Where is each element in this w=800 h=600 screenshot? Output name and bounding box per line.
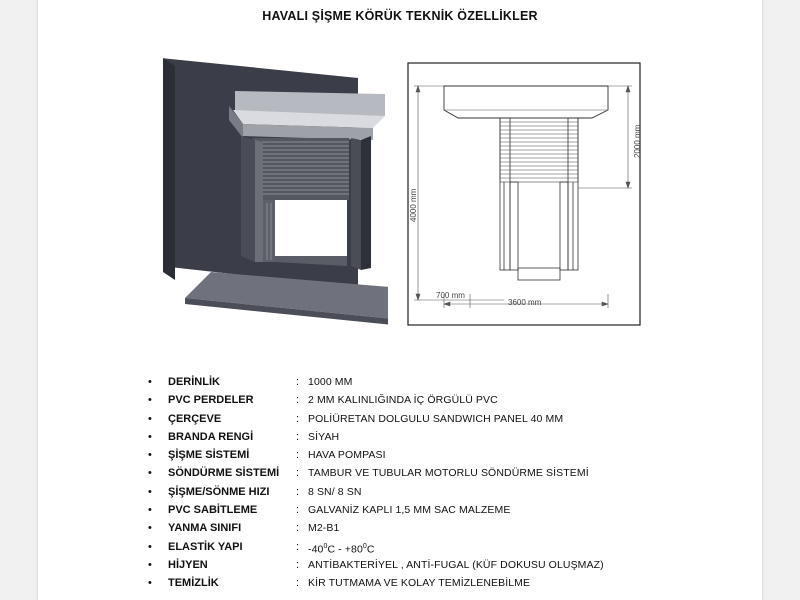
spec-value: GALVANİZ KAPLI 1,5 MM SAC MALZEME <box>308 504 511 517</box>
bullet: • <box>148 522 152 535</box>
spec-value: HAVA POMPASI <box>308 449 386 462</box>
temp-range: C - +80 <box>327 543 363 556</box>
spec-row-sisme-sonme-hizi <box>148 483 708 501</box>
dim-width-total: 3600 mm <box>508 298 542 307</box>
bullet: • <box>148 558 152 571</box>
dim-width-side: 700 mm <box>436 291 465 300</box>
dock-shelter-3d-render <box>163 58 388 326</box>
separator: : <box>296 376 300 388</box>
dim-height-top: 2000 mm <box>633 124 642 158</box>
separator: : <box>296 485 300 498</box>
document-title: HAVALI ŞİŞME KÖRÜK TEKNİK ÖZELLİKLER <box>262 9 538 23</box>
spec-label: YANMA SINIFI <box>168 522 242 535</box>
temp-min: -40 <box>308 543 324 556</box>
spec-row-hijyen <box>148 556 708 574</box>
spec-label: ŞİŞME/SÖNME HIZI <box>168 485 270 498</box>
temp-unit: C <box>366 543 375 556</box>
spec-value: 2 MM KALINLIĞINDA İÇ ÖRGÜLÜ PVC <box>308 394 498 407</box>
spec-value: M2-B1 <box>308 522 340 535</box>
bullet: • <box>148 412 152 425</box>
spec-label: TEMİZLİK <box>168 577 219 590</box>
spec-row-sisme-sistemi <box>148 446 708 464</box>
document-page <box>38 0 762 600</box>
separator: : <box>296 522 300 535</box>
spec-row-elastik-yapi <box>148 538 708 556</box>
spec-value: TAMBUR VE TUBULAR MOTORLU SÖNDÜRME SİSTEMİ <box>308 467 589 480</box>
bullet: • <box>148 394 152 407</box>
bullet: • <box>148 577 152 590</box>
separator: : <box>296 467 300 480</box>
spec-label: ELASTİK YAPI <box>168 540 243 553</box>
spec-row-temizlik <box>148 574 708 592</box>
bullet: • <box>148 540 152 553</box>
degree-sup: 0 <box>323 542 328 550</box>
spec-label: ÇERÇEVE <box>168 412 222 425</box>
spec-label: PVC PERDELER <box>168 394 254 407</box>
separator: : <box>296 394 300 407</box>
spec-row-yanma-sinifi <box>148 519 708 537</box>
separator: : <box>296 540 300 553</box>
spec-row-derinlik <box>148 373 708 391</box>
spec-row-branda-rengi <box>148 428 708 446</box>
spec-value: KİR TUTMAMA VE KOLAY TEMİZLENEBİLME <box>308 577 531 590</box>
spec-value: 8 SN/ 8 SN <box>308 485 362 498</box>
spec-label: ŞİŞME SİSTEMİ <box>168 449 250 462</box>
spec-list <box>148 373 708 593</box>
spec-label: SÖNDÜRME SİSTEMİ <box>168 467 280 480</box>
separator: : <box>296 558 300 571</box>
spec-row-pvc-perdeler <box>148 391 708 409</box>
bullet: • <box>148 467 152 480</box>
bullet: • <box>148 430 152 443</box>
spec-value: 1000 MM <box>308 376 353 388</box>
spec-row-sondurme-sistemi <box>148 464 708 482</box>
separator: : <box>296 577 300 590</box>
spec-label: DERİNLİK <box>168 376 220 388</box>
separator: : <box>296 504 300 517</box>
spec-value: POLİÜRETAN DOLGULU SANDWICH PANEL 40 MM <box>308 412 564 425</box>
spec-label: BRANDA RENGİ <box>168 430 254 443</box>
bullet: • <box>148 376 152 388</box>
degree-sup: 0 <box>362 542 367 550</box>
spec-value: ANTİBAKTERİYEL , ANTİ-FUGAL (KÜF DOKUSU OLUŞMAZ) <box>308 558 604 571</box>
bullet: • <box>148 449 152 462</box>
spec-label: PVC SABİTLEME <box>168 504 258 517</box>
separator: : <box>296 449 300 462</box>
spec-label: HİJYEN <box>168 558 208 571</box>
separator: : <box>296 412 300 425</box>
spec-value: SİYAH <box>308 430 340 443</box>
separator: : <box>296 430 300 443</box>
bullet: • <box>148 504 152 517</box>
dock-shelter-technical-drawing <box>406 62 643 326</box>
spec-row-cerceve <box>148 410 708 428</box>
dim-height-total: 4000 mm <box>409 188 418 222</box>
bullet: • <box>148 485 152 498</box>
spec-row-pvc-sabitleme <box>148 501 708 519</box>
